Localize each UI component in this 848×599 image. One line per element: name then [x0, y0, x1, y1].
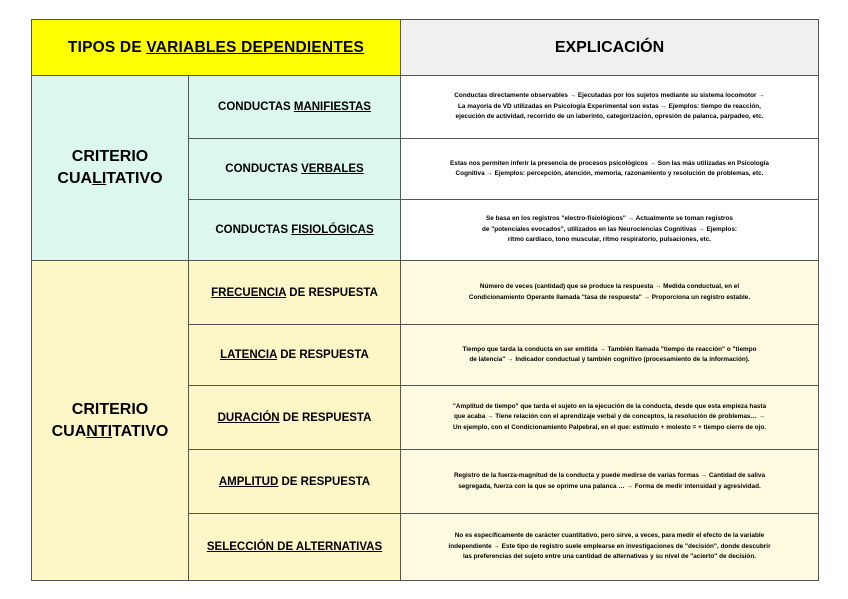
variable-explanation	[401, 139, 819, 200]
explanation-line: Condicionamiento Operante llamada "tasa de respuesta" → Proporciona un registro estable.	[468, 293, 751, 301]
criterio-cuantitativo	[32, 261, 189, 581]
variable-name	[189, 200, 401, 261]
variable-explanation	[401, 261, 819, 325]
name-post: DE RESPUESTA	[279, 411, 372, 424]
explanation-line: las preferencias del sujeto entre una cantidad de alternativas y su nivel de "acierto" de decisión.	[462, 553, 757, 561]
name-post: DE RESPUESTA	[286, 286, 378, 299]
explanation-line: La mayoría de VD utilizadas en Psicología Experimental son estas → Ejemplos: tiempo de reacción,	[458, 102, 761, 110]
explanation-line: Estas nos permiten inferir la presencia de procesos psicológicos → Son las más utilizadas en Psicología	[450, 159, 769, 167]
variable-name	[189, 139, 401, 200]
variable-explanation	[401, 514, 819, 581]
explanation-line: de "potenciales evocados", utilizados en las Neurociencias Cognitivas → Ejemplos:	[481, 225, 737, 233]
explanation-line: de latencia" → Indicador conductual y también cognitivo (procesamiento de la información).	[469, 356, 750, 363]
explanation-line: ritmo cardíaco, tono muscular, ritmo respiratorio, pulsaciones, etc.	[507, 236, 712, 244]
explanation-line: ejecución de actividad, recorrido de un laberinto, categorización, opresión de palanca, parpadeo, etc.	[455, 113, 764, 121]
name-underlined: FISIOLÓGICAS	[291, 224, 374, 236]
criterio-line2-post: TATIVO	[112, 422, 169, 440]
explanation-line: Número de veces (cantidad) que se produce la respuesta → Medida conductual, en el	[479, 283, 740, 290]
criterio-line2-pre: CUA	[51, 422, 87, 440]
header-left-prefix: TIPOS DE	[67, 38, 147, 56]
name-pre: CONDUCTAS	[225, 163, 302, 175]
name-pre: CONDUCTAS	[215, 224, 292, 236]
explanation-line: que acaba → Tiene relación con el aprendizaje verbal y de conceptos, la resolución de problemas… →	[454, 413, 765, 421]
criterio-line2	[32, 168, 188, 190]
variables-table	[31, 19, 819, 581]
name-underlined: MANIFIESTAS	[293, 101, 371, 113]
variable-name	[189, 386, 401, 450]
criterio-cualitativo	[32, 76, 189, 261]
explanation-line: segregada, fuerza con la que se oprime una palanca … → Forma de medir intensidad y agresividad.	[458, 482, 761, 490]
name-underlined: LATENCIA	[220, 349, 278, 361]
name-post: DE RESPUESTA	[277, 349, 369, 361]
name-underlined: AMPLITUD	[218, 475, 279, 488]
header-row	[32, 20, 819, 76]
criterio-line2-underlined: NTI	[86, 422, 113, 440]
header-left-underlined: VARIABLES DEPENDIENTES	[146, 38, 365, 56]
explanation-line: Un ejemplo, con el Condicionamiento Palpebral, en el que: estímulo + molesto = + tiempo cierre de ojo.	[452, 423, 767, 431]
table-row	[32, 261, 819, 325]
explanation-line: Conductas directamente observables → Ejecutadas por los sujetos mediante su sistema locomotor →	[454, 92, 765, 100]
explanation-line: Se basa en los registros "electro-fisiológicos" → Actualmente se toman registros	[486, 215, 733, 223]
variable-name	[189, 261, 401, 325]
variable-explanation	[401, 325, 819, 386]
name-underlined: SELECCIÓN DE ALTERNATIVAS	[206, 541, 383, 553]
criterio-line1: CRITERIO	[71, 148, 149, 165]
name-post: DE RESPUESTA	[278, 475, 371, 488]
explanation-line: Tiempo que tarda la conducta en ser emitida → También llamada "tiempo de reacción" o "tiempo	[462, 345, 757, 353]
name-underlined: FRECUENCIA	[211, 286, 287, 299]
explanation-line: No es específicamente de carácter cuantitativo, pero sirve, a veces, para medir el efecto de la variable	[454, 532, 765, 540]
criterio-line2-post: TATIVO	[106, 170, 163, 187]
criterio-line2	[32, 421, 188, 443]
variable-explanation	[401, 386, 819, 450]
criterio-line2-underlined: LI	[92, 170, 107, 187]
name-pre: CONDUCTAS	[218, 101, 294, 113]
criterio-line1: CRITERIO	[71, 400, 149, 418]
explanation-line: "Amplitud de tiempo" que tarda el sujeto en la ejecución de la conducta, desde que esta empieza hasta	[452, 402, 767, 410]
table-row	[32, 76, 819, 139]
explanation-line: Registro de la fuerza-magnitud de la conducta y puede medirse de varias formas → Cantidad de saliva	[453, 472, 766, 479]
explanation-line: Cognitiva → Ejemplos: percepción, atención, memoria, razonamiento y resolución de problemas, etc.	[455, 170, 764, 177]
variable-name	[189, 514, 401, 581]
variable-name	[189, 76, 401, 139]
variable-explanation	[401, 76, 819, 139]
variable-explanation	[401, 200, 819, 261]
explanation-line: independiente → Este tipo de registro suele emplearse en investigaciones de "decisión", donde descubrir	[448, 542, 771, 550]
variable-name	[189, 325, 401, 386]
name-underlined: DURACIÓN	[217, 411, 280, 424]
variable-explanation	[401, 450, 819, 514]
criterio-line2-pre: CUA	[57, 170, 93, 187]
header-explicacion: EXPLICACIÓN	[401, 20, 819, 76]
header-tipos-variables	[32, 20, 401, 76]
variable-name	[189, 450, 401, 514]
name-underlined: VERBALES	[301, 163, 364, 175]
